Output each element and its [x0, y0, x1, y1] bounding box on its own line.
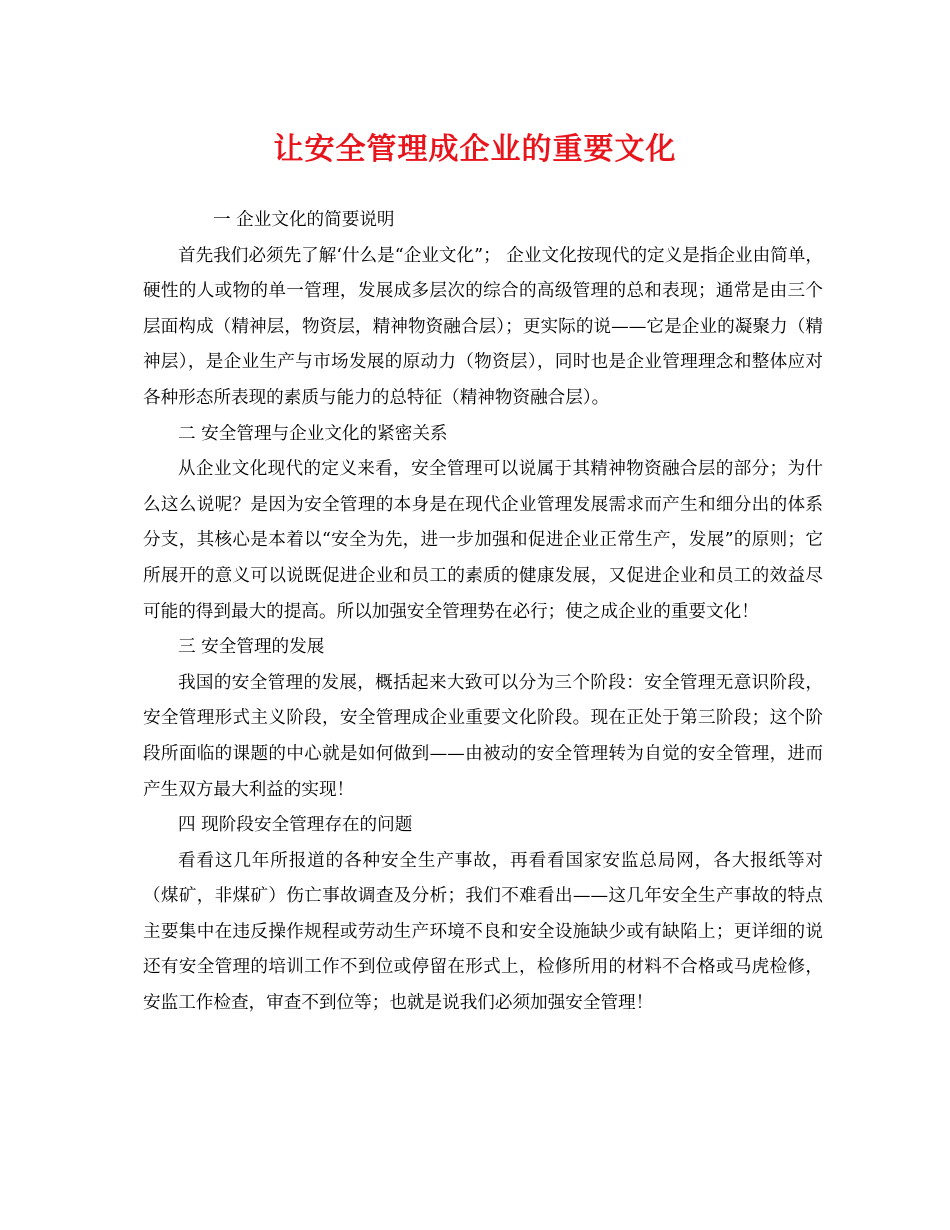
section-paragraph-2: 从企业文化现代的定义来看，安全管理可以说属于其精神物资融合层的部分；为什么这么说呢？是因为安全管理的本身是在现代企业管理发展需求而产生和细分出的体系分支，其核心是本着以“安全为先，进一步加强和促进企业正常生产，发展”的原则；它所展开的意义可以说既促进企业和员工的素质的健康发展，又促进企业和员工的效益尽可能的得到最大的提高。所以加强安全管理势在必行；使之成企业的重要文化！	[143, 459, 823, 622]
document-body	[143, 203, 823, 1022]
section-heading-1: 一 企业文化的简要说明	[213, 210, 395, 230]
section-paragraph-1: 首先我们必须先了解‘什么是“企业文化”； 企业文化按现代的定义是指企业由简单，硬性的人或物的单一管理，发展成多层次的综合的高级管理的总和表现；通常是由三个层面构成（精神层，物资层，精神物资融合层）；更实际的说——它是企业的凝聚力（精神层），是企业生产与市场发展的原动力（物资层），同时也是企业管理理念和整体应对各种形态所表现的素质与能力的总特征（精神物资融合层）。	[143, 245, 823, 408]
section-heading-2: 二 安全管理与企业文化的紧密关系	[178, 423, 448, 444]
section-heading-4: 四 现阶段安全管理存在的问题	[178, 815, 413, 836]
document-title: 让安全管理成企业的重要文化	[273, 132, 677, 167]
section-paragraph-3: 我国的安全管理的发展，概括起来大致可以分为三个阶段：安全管理无意识阶段，安全管理形式主义阶段，安全管理成企业重要文化阶段。现在正处于第三阶段；这个阶段所面临的课题的中心就是如何做到——由被动的安全管理转为自觉的安全管理，进而产生双方最大利益的实现！	[143, 672, 823, 800]
section-paragraph-4: 看看这几年所报道的各种安全生产事故，再看看国家安监总局网，各大报纸等对（煤矿，非煤矿）伤亡事故调查及分析；我们不难看出——这几年安全生产事故的特点主要集中在违反操作规程或劳动生产环境不良和安全设施缺少或有缺陷上；更详细的说还有安全管理的培训工作不到位或停留在形式上，检修所用的材料不合格或马虎检修，安监工作检查，审查不到位等；也就是说我们必须加强安全管理！	[143, 850, 823, 1014]
section-heading-3: 三 安全管理的发展	[178, 637, 325, 658]
